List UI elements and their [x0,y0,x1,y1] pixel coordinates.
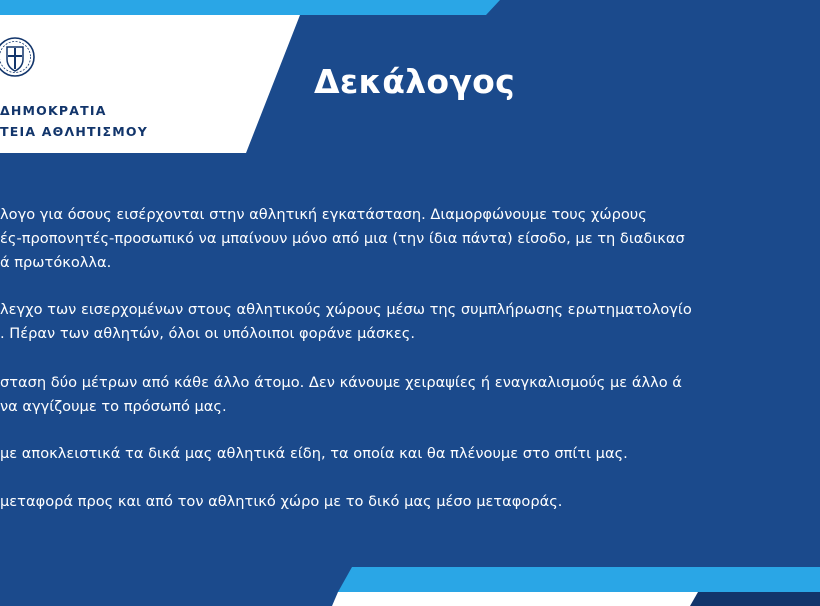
rule-item [0,442,628,466]
rule-line: ά πρωτόκολλα. [0,254,112,271]
bottom-accent-stripe [338,567,820,592]
greek-coat-of-arms-icon [0,30,36,86]
rule-line: μεταφορά προς και από τον αθλητικό χώρο με το δικό μας μέσο μεταφοράς. [0,493,563,510]
rule-line: λογο για όσους εισέρχονται στην αθλητική εγκατάσταση. Διαμορφώνουμε τους χώρους [0,206,647,223]
top-accent-stripe [0,0,486,15]
rule-line: σταση δύο μέτρων από κάθε άλλο άτομο. Δεν κάνουμε χειραψίες ή εναγκαλισμούς με άλλο ά [0,374,682,391]
rule-item [0,298,692,346]
rule-line: να αγγίζουμε το πρόσωπό μας. [0,398,227,415]
bottom-dark-stripe [690,592,820,606]
org-name-line-1: ΔΗΜΟΚΡΑΤΙΑ [0,103,107,118]
rule-line: . Πέραν των αθλητών, όλοι οι υπόλοιποι φοράνε μάσκες. [0,325,415,342]
rule-line: λεγχο των εισερχομένων στους αθλητικούς χώρους μέσω της συμπλήρωσης ερωτηματολογίο [0,301,692,318]
org-name-line-2: ΤΕΙΑ ΑΘΛΗΤΙΣΜΟΥ [0,124,149,139]
rule-line: με αποκλειστικά τα δικά μας αθλητικά είδη, τα οποία και θα πλένουμε στο σπίτι μας. [0,445,628,462]
rule-item [0,203,685,275]
rule-item [0,371,682,419]
rule-line: ές-προπονητές-προσωπικό να μπαίνουν μόνο από μια (την ίδια πάντα) είσοδο, με τη διαδικασ [0,230,685,247]
page-title: Δεκάλογος [314,62,515,101]
rule-item [0,490,562,514]
